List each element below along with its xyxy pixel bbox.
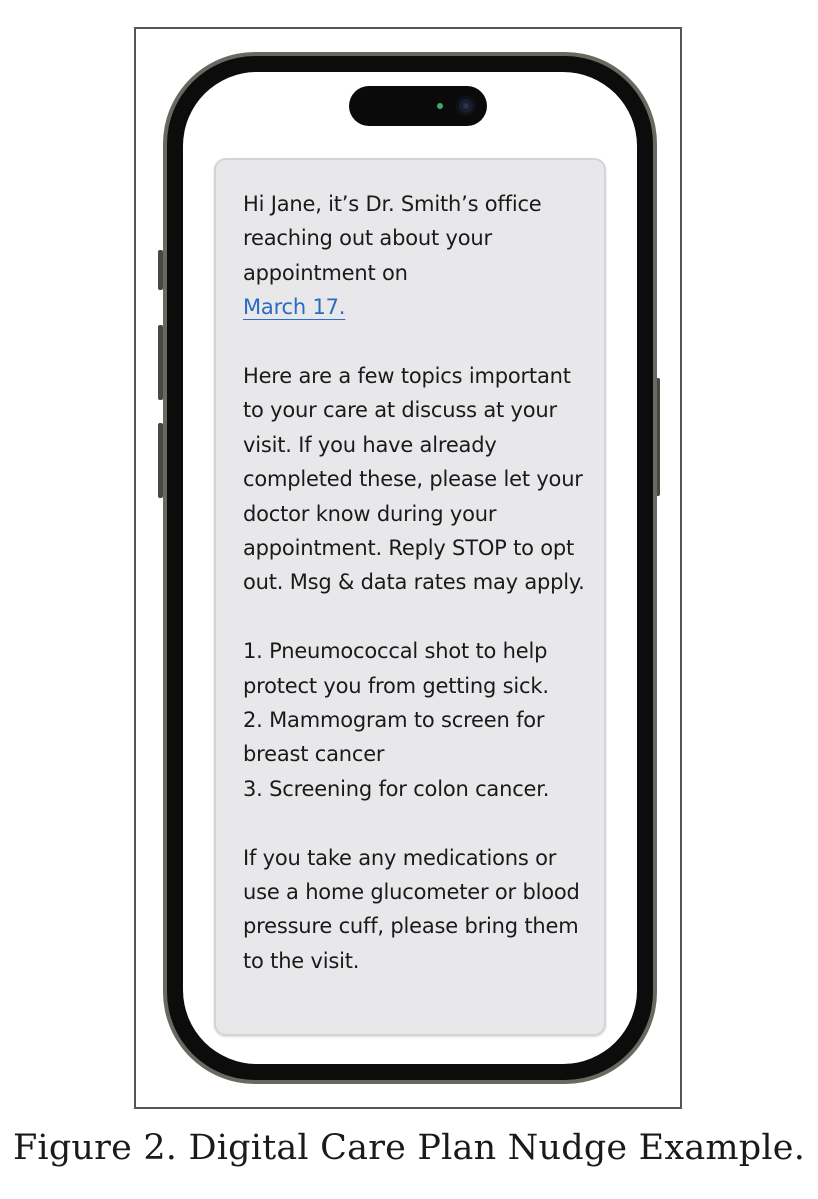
- message-closing: If you take any medications or use a home glucometer or blood pressure cuff, please bring them to the visit.: [243, 845, 580, 973]
- message-greeting: [243, 187, 594, 325]
- list-item: 2. Mammogram to screen for breast cancer: [243, 708, 545, 767]
- message-body: Here are a few topics important to your care at discuss at your visit. If you have already completed these, please let your doctor know during your appointment. Reply STOP to opt out. Msg & data rates may apply.: [243, 364, 585, 595]
- greeting-text: Hi Jane, it’s Dr. Smith’s office reaching out about your appointment on: [243, 192, 542, 285]
- figure-caption: Figure 2. Digital Care Plan Nudge Example.: [12, 1128, 806, 1168]
- dynamic-island: [349, 86, 487, 126]
- list-item: 3. Screening for colon cancer.: [243, 776, 550, 801]
- front-camera-icon: [456, 96, 476, 116]
- indicator-light-icon: [437, 103, 443, 109]
- text-message-bubble: [214, 158, 606, 1036]
- topic-list: [243, 634, 594, 806]
- list-item: 1. Pneumococcal shot to help protect you from getting sick.: [243, 639, 549, 698]
- appointment-date-link[interactable]: March 17.: [243, 295, 346, 320]
